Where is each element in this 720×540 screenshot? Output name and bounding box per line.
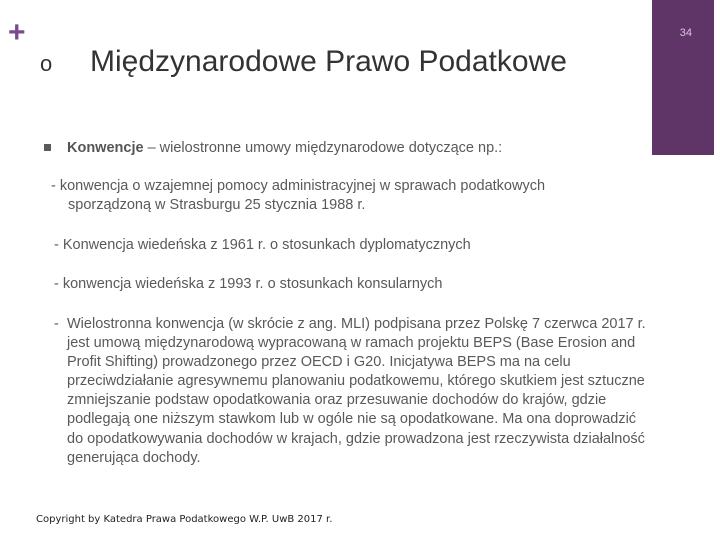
intro-term: Konwencje [67,140,144,156]
list-item-line: - konwencja o wzajemnej pomocy administracyjnej w sprawach podatkowych [51,178,546,194]
list-item-strasbourg-convention [51,177,631,215]
intro-text [67,138,502,158]
slide-title: Międzynarodowe Prawo Podatkowe [90,45,567,78]
accent-bar [652,0,714,155]
plus-decoration-icon: + [8,16,26,49]
title-bullet-icon: o [40,51,53,76]
list-item-continuation: sporządzoną w Strasburgu 25 stycznia 1988 r. [68,197,366,213]
list-item-vienna-1961: - Konwencja wiedeńska z 1961 r. o stosunkach dyplomatycznych [54,237,471,253]
list-item-mli-convention: Wielostronna konwencja (w skrócie z ang. MLI) podpisana przez Polskę 7 czerwca 2017 r. jest umową międzynarodową wypracowaną w ramach projektu BEPS (Base Erosion and Profit Shifting) prowadzonego przez OECD i G20. Inicjatywa BEPS ma na celu przeciwdziałanie agresywnemu planowaniu podatkowemu, którego skutkiem jest sztuczne zmniejszanie podstaw opodatkowania oraz przesuwanie dochodów do krajów, gdzie podlegają one niższym stawkom lub w ogóle nie są opodatkowane. Ma ona doprowadzić do opodatkowywania dochodów w krajach, gdzie prowadzona jest rzeczywista działalność generująca dochody. [67,316,646,466]
intro-description: – wielostronne umowy międzynarodowe dotyczące np.: [143,140,503,156]
footer-copyright: Copyright by Katedra Prawa Podatkowego W.P. UwB 2017 r. [36,514,333,525]
square-bullet-icon [44,144,51,151]
list-item-vienna-1993: - konwencja wiedeńska z 1993 r. o stosunkach konsularnych [54,276,443,292]
slide-number: 34 [679,27,692,39]
list-item-dash: - [54,316,59,332]
